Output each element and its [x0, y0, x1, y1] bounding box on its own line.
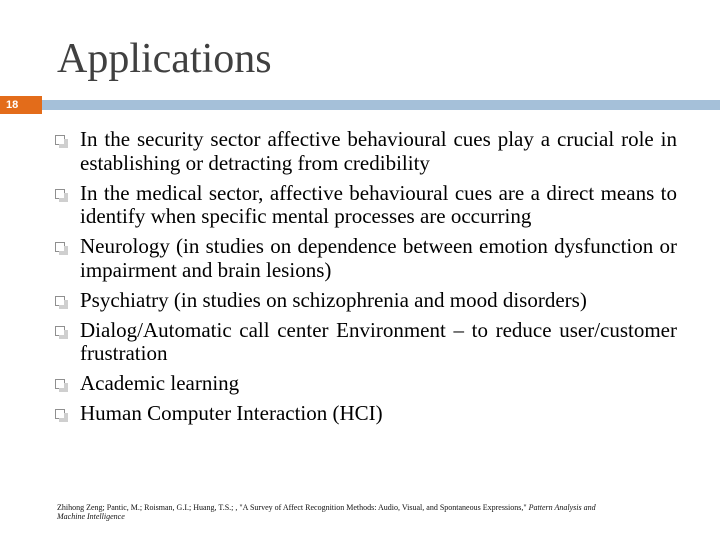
- bullet-item: [55, 319, 677, 366]
- square-bullet-icon: [55, 409, 65, 419]
- reference-authors-title: Zhihong Zeng; Pantic, M.; Roisman, G.I.; Huang, T.S.; , "A Survey of Affect Recognition Methods: Audio, Visual, and Spontaneous Expressions,": [57, 503, 529, 512]
- bullet-item: [55, 402, 677, 426]
- slide-title: Applications: [57, 36, 272, 82]
- square-bullet-icon: [55, 379, 65, 389]
- bullet-text: In the medical sector, affective behavioural cues are a direct means to identify when specific mental processes are occurring: [80, 180, 677, 228]
- bullet-text: Academic learning: [80, 371, 240, 395]
- bullet-text: Human Computer Interaction (HCI): [80, 401, 383, 425]
- bullet-text: In the security sector affective behavioural cues play a crucial role in establishing or detracting from credibility: [80, 127, 677, 175]
- header-bar: [42, 100, 720, 110]
- reference-journal: Pattern Analysis and Machine Intelligence: [57, 503, 596, 521]
- bullet-text: Dialog/Automatic call center Environment – to reduce user/customer frustration: [80, 317, 677, 365]
- square-bullet-icon: [55, 296, 65, 306]
- bullet-item: [55, 235, 677, 282]
- square-bullet-icon: [55, 326, 65, 336]
- bullet-text: Neurology (in studies on dependence between emotion dysfunction or impairment and brain lesions): [80, 234, 677, 282]
- square-bullet-icon: [55, 189, 65, 199]
- bullet-list: [55, 128, 677, 432]
- square-bullet-icon: [55, 242, 65, 252]
- square-bullet-icon: [55, 135, 65, 145]
- bullet-item: [55, 128, 677, 175]
- bullet-item: [55, 182, 677, 229]
- bullet-item: [55, 372, 677, 396]
- bullet-item: [55, 289, 677, 313]
- bullet-text: Psychiatry (in studies on schizophrenia and mood disorders): [80, 287, 587, 312]
- slide-number: 18: [0, 96, 42, 114]
- reference-citation: [57, 503, 617, 521]
